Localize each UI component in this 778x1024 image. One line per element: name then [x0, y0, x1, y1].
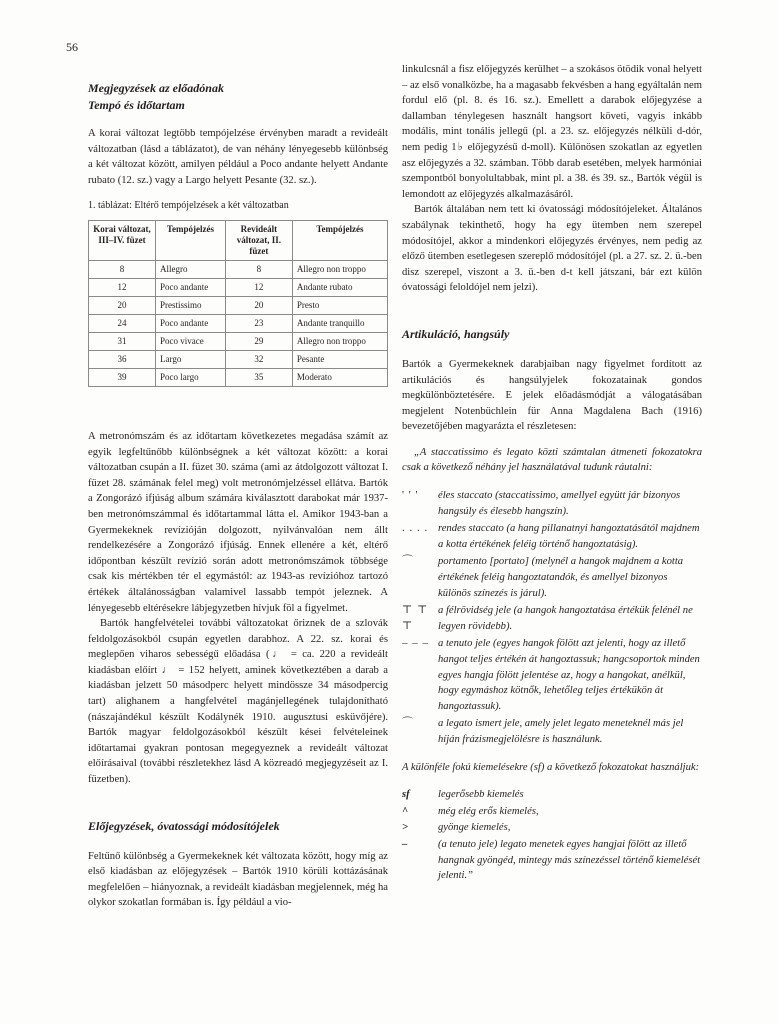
left-column	[88, 80, 388, 911]
table-cell: 31	[89, 332, 156, 350]
list-item-text: portamento [portato] (melynél a hangok majdnem a kotta értékének feléig hangoztatandók, és amellyel bizonyos különös színezés is járul).	[438, 556, 684, 599]
table-row	[89, 368, 388, 386]
list-item	[402, 787, 702, 803]
page-number: 56	[66, 40, 78, 54]
section-heading-notes: Megjegyzések az előadónak	[88, 81, 224, 95]
paragraph-metronome-1: A metronómszám és az időtartam következetes megadása számít az egyik legfeltűnőbb különbségnek a két változat között: a korai változatban csupán a II. füzet 30. száma (ami az átdolgozott változat I. füzet 28. számának felel meg) volt metronómjelzéssel ellátva. Bartók a Zongorázó ifjúság album számára kiválasztott darabokat már 1937-ben metronómszámmal és időtartammal látta el. Amikor 1943-ban a Gyermekeknek revízióján dolgozott, nyilvánvalóan nem állt rendelkezésére a Zongorázó ifjúság. Ennek ellenére a két, eltérő időpontban készült revízió során adott metronómszámok többsége csak kis mértékben tér el egymástól: az 1943-as revízióhoz tartozó értékek általánosságban valamivel lassabb tempót jeleznek. A lényegesebb eltérésekre lábjegyzetben hívjuk föl a figyelmet.	[88, 430, 388, 614]
table-cell: Allegro non troppo	[292, 260, 387, 278]
tenuto-symbol: –	[402, 838, 408, 850]
section-heading-tempo: Tempó és időtartam	[88, 98, 185, 112]
list-item-text: a tenuto jele (egyes hangok fölött azt jelenti, hogy az illető hangot teljes értékén át hangoztassuk; hangcsoportok minden egyes hangja fölött jelentése az, hogy a hangokat, anélkül, hogy egymáshoz kötnők, lehetőleg teljes értékükön át hangoztassuk).	[438, 638, 700, 712]
section-heading-articulation: Artikuláció, hangsúly	[402, 326, 510, 341]
table-cell: Andante rubato	[292, 278, 387, 296]
paragraph-metronome-2: Bartók hangfelvételei további változatokat őriznek de a szlovák feldolgozásokból csupán egyetlen darabhoz. A 22. sz. korai és meglepően viharos sebességű előadása (♩ = ca. 220 a revideált kiadásban előírt ♩ = 152 helyett, aminek következtében a darab a kiadásban jelzett 50 másodperc helyett mindössze 34 másodpercig tart) alighanem a hangfelvétel magánjellegének tulajdonítható (nászajándékul készült Kodálynék 1910. augusztusi esküvőjére). Bartók magyar feldolgozásokból készült kései felvételeinek időtartamai gyakran pontosan megegyeznek a revideált változat előírásaival (további részletekhez lásd A közreadó megjegyzéseit az I. füzetben).	[88, 618, 388, 786]
accent-symbol: >	[402, 822, 409, 834]
staccato-symbol: . . . .	[402, 522, 429, 535]
emphasis-list	[402, 787, 702, 884]
table-cell: 23	[225, 314, 292, 332]
right-column	[402, 62, 702, 885]
list-item-text: még elég erős kiemelés,	[438, 805, 539, 817]
table-cell: 12	[225, 278, 292, 296]
table-cell: Poco andante	[156, 278, 226, 296]
table-header: Revideált változat, II. füzet	[225, 220, 292, 260]
list-item	[402, 636, 702, 714]
table-cell: 29	[225, 332, 292, 350]
table-row	[89, 332, 388, 350]
emphasis-intro: A különféle fokú kiemelésekre (sf) a következő fokozatokat használjuk:	[402, 761, 700, 773]
list-item	[402, 488, 702, 519]
table-row	[89, 278, 388, 296]
list-item-text: a félrövidség jele (a hangok hangoztatása értékük felénél ne legyen rövidebb).	[438, 605, 693, 632]
legato-symbol: ⌒	[402, 717, 414, 730]
quote-intro: „A staccatissimo és legato közti számtalan átmeneti fokozatokra csak a következő néhány jel használatával tudunk ráutalni:	[402, 446, 702, 474]
table-cell: 32	[225, 350, 292, 368]
table-cell: Poco andante	[156, 314, 226, 332]
list-item	[402, 837, 702, 884]
table-cell: Poco largo	[156, 368, 226, 386]
list-item-text: rendes staccato (a hang pillanatnyi hangoztatásától majdnem a kotta értékének feléig történő hangoztatásig).	[438, 523, 700, 550]
list-item-text: legerősebb kiemelés	[438, 789, 524, 801]
table-row	[89, 350, 388, 368]
portato-symbol: ⌒	[402, 555, 414, 568]
half-length-symbol: ⊤ ⊤ ⊤	[402, 604, 429, 632]
tenuto-symbol: – – –	[402, 637, 429, 650]
paragraph-intro: A korai változat legtöbb tempójelzése érvényben maradt a revideált változatban (lásd a táblázatot), de van néhány lényegesebb különbség a két változat között, amilyen például a Poco andante helyett Andante rubato (12. sz.) vagy a Largo helyett Pesante (32. sz.).	[88, 128, 388, 186]
table-cell: 35	[225, 368, 292, 386]
list-item	[402, 554, 702, 601]
list-item-text: a legato ismert jele, amely jelet legato meneteknél más jel híján frázismegjelölésre is használunk.	[438, 718, 684, 745]
tempo-table	[88, 220, 388, 387]
table-cell: 39	[89, 368, 156, 386]
table-row	[89, 260, 388, 278]
table-cell: Presto	[292, 296, 387, 314]
staccatissimo-symbol: ' ' '	[402, 489, 419, 502]
table-header: Korai változat, III–IV. füzet	[89, 220, 156, 260]
articulation-list	[402, 488, 702, 748]
table-cell: Largo	[156, 350, 226, 368]
table-cell: Allegro non troppo	[292, 332, 387, 350]
table-header-row	[89, 220, 388, 260]
table-header: Tempójelzés	[156, 220, 226, 260]
table-cell: Allegro	[156, 260, 226, 278]
table-cell: Prestissimo	[156, 296, 226, 314]
list-item	[402, 804, 702, 820]
table-cell: 36	[89, 350, 156, 368]
table-cell: 8	[225, 260, 292, 278]
sforzando-symbol: sf	[402, 789, 410, 801]
table-cell: Andante tranquillo	[292, 314, 387, 332]
table-caption: 1. táblázat: Eltérő tempójelzések a két változatban	[88, 200, 289, 212]
table-cell: Moderato	[292, 368, 387, 386]
list-item	[402, 820, 702, 836]
list-item	[402, 521, 702, 552]
list-item-text: (a tenuto jele) legato menetek egyes hangjai fölött az illető hangnak gyöngéd, mintegy más színezéssel történő kiemelését jelenti.”	[438, 838, 701, 882]
table-cell: 8	[89, 260, 156, 278]
paragraph-articulation: Bartók a Gyermekeknek darabjaiban nagy figyelmet fordított az artikulációs és hangsúlyjelek fokozatainak gondos megkülönböztetésére. E jelek előadásmódját a válogatásában megjelent Notenbüchlein für Anna Magdalena Bach (1916) bevezetőjében magyarázta el részletesen:	[402, 358, 702, 433]
paragraph-key-signatures: Feltűnő különbség a Gyermekeknek két változata között, hogy míg az első kiadásban az előjegyzések – Bartók 1910 körüli kottázásának megfelelően – hiányoznak, a revideált kiadásban megjelennek, még ha olykor szokatlan formában is. Így például a vio-	[88, 850, 388, 909]
table-row	[89, 314, 388, 332]
table-cell: 24	[89, 314, 156, 332]
list-item	[402, 716, 702, 747]
paragraph-accidentals: Bartók általában nem tett ki óvatossági módosítójeleket. Általános szabálynak tekinthető, hogy ha egy ütemben nem szerepel módosítójel, akkor a mindenkori előjegyzés érvényes, nem pedig az előző ütemben esetlegesen szereplő módosítójel (pl. a 27. sz. 2. ü.-ben disz szerepel, viszont a 3. ü.-ben d-t kell játszani, bár ezt külön óvatossági feloldójel nem jelzi).	[402, 204, 702, 294]
list-item	[402, 603, 702, 634]
list-item-text: éles staccato (staccatissimo, amellyel együtt jár bizonyos hangsúly és élesebb hangszín).	[438, 490, 681, 517]
table-row	[89, 296, 388, 314]
table-cell: 12	[89, 278, 156, 296]
section-heading-key-signatures: Előjegyzések, óvatossági módosítójelek	[88, 818, 280, 833]
table-header: Tempójelzés	[292, 220, 387, 260]
marcato-symbol: ^	[402, 805, 409, 817]
table-cell: Poco vivace	[156, 332, 226, 350]
table-cell: Pesante	[292, 350, 387, 368]
table-cell: 20	[89, 296, 156, 314]
table-cell: 20	[225, 296, 292, 314]
paragraph-continued: linkulcsnál a fisz előjegyzés kerülhet – a szokásos ötödik vonal helyett – az első vonalközbe, ha a magasabb fekvésben a hang egyáltalán nem fordul elő (pl. 8. és 16. sz.). Emellett a darabok előjegyzése a dallamban ténylegesen használt hangsort követi, vagyis inkább modális, mint tonális jellegű (pl. a 23. sz. előjegyzés nélküli d-dór, nem pedig 1♭ előjegyzésű d-moll). Különösen szokatlan az egyetlen asz előjegyzés a 32. számban. Több darab esetében, melyek harmóniai szempontból bonyolultabbak, mint pl. a 38. és 39. sz., Bartók végül is lemondott az előjegyzés alkalmazásáról.	[402, 64, 702, 200]
list-item-text: gyönge kiemelés,	[438, 822, 511, 834]
